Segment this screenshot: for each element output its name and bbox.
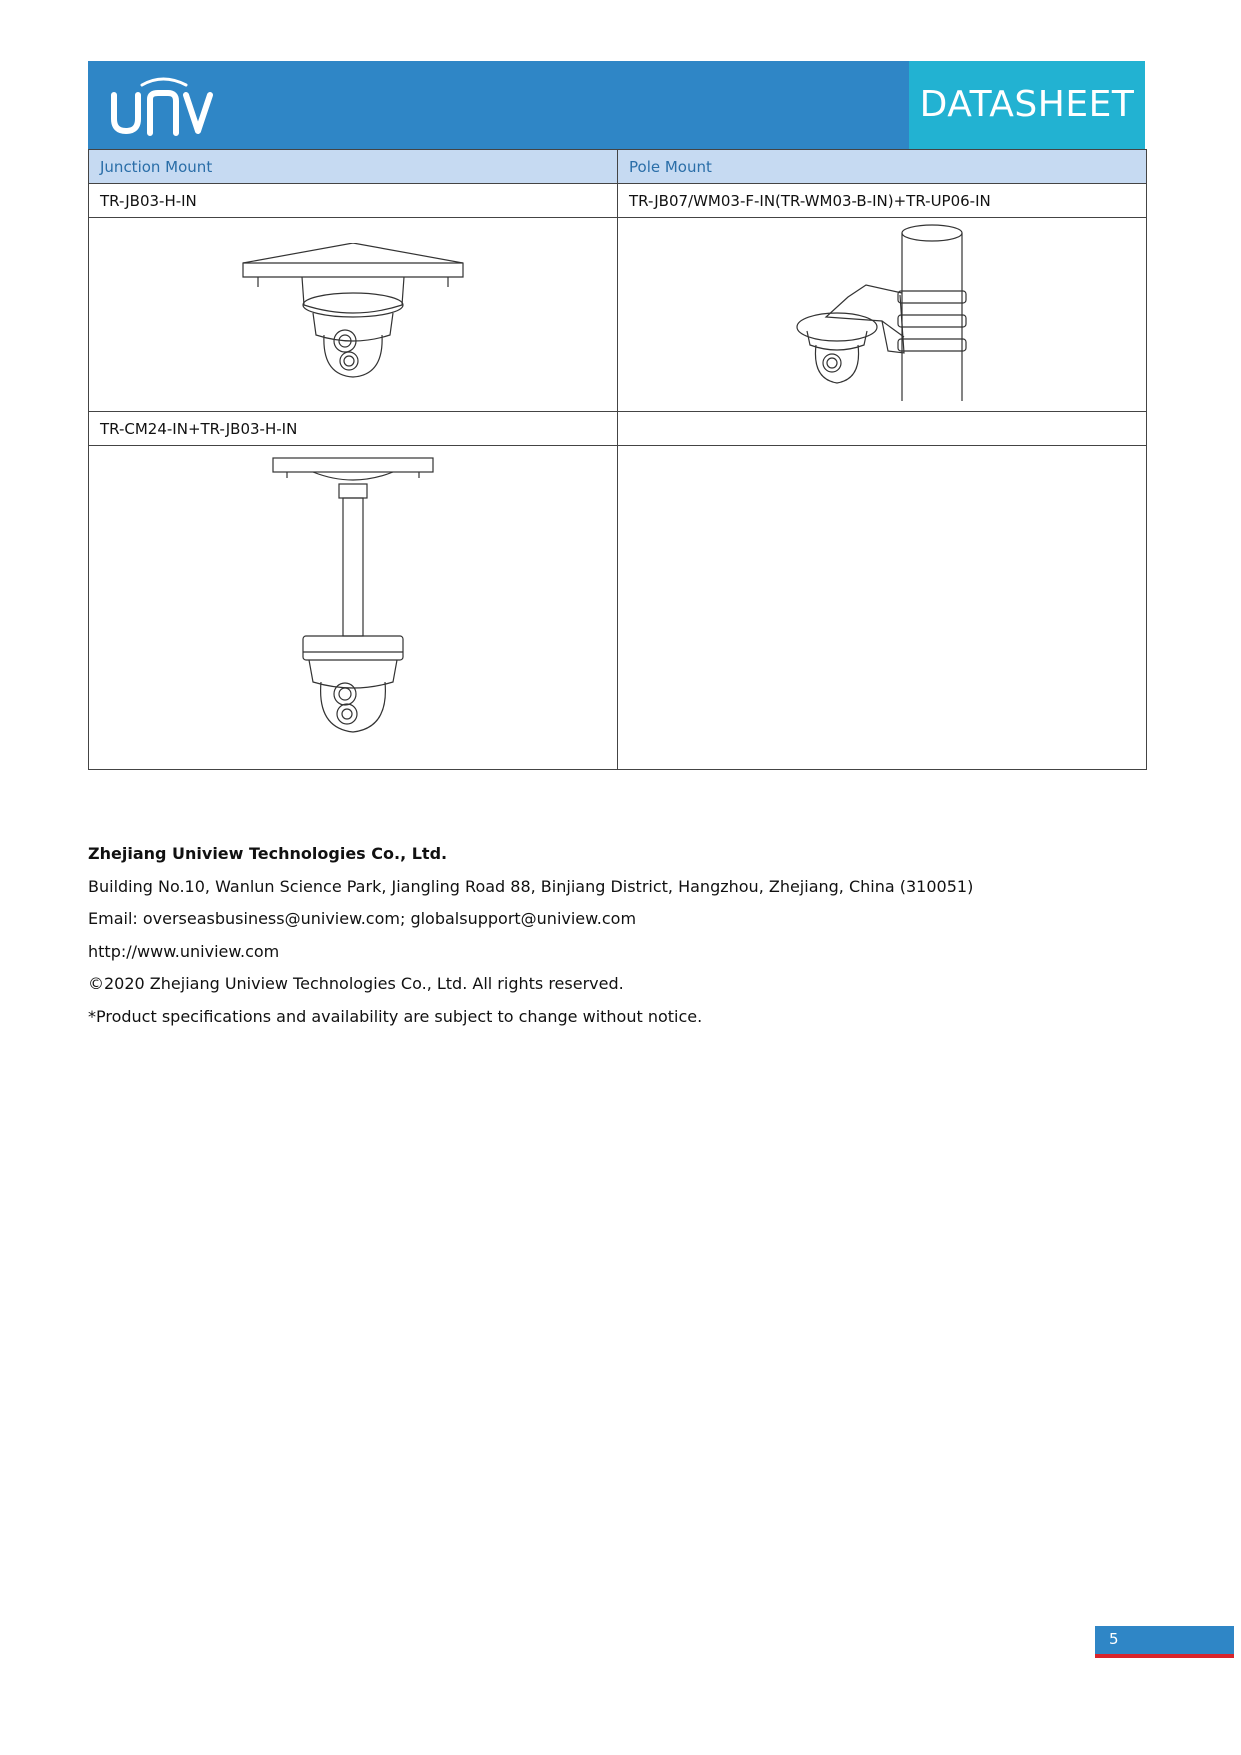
- table-row: [89, 218, 1147, 412]
- camera-on-pole-mount-drawing: [782, 223, 982, 403]
- datasheet-badge: DATASHEET: [909, 61, 1145, 149]
- table-row: [89, 446, 1147, 770]
- table-header-row: [89, 150, 1147, 184]
- header-junction-mount: Junction Mount: [89, 150, 618, 184]
- copyright: ©2020 Zhejiang Uniview Technologies Co., Ltd. All rights reserved.: [88, 974, 624, 993]
- company-address: Building No.10, Wanlun Science Park, Jiangling Road 88, Binjiang District, Hangzhou, Zhejiang, China (310051): [88, 876, 974, 896]
- disclaimer: *Product specifications and availability are subject to change without notice.: [88, 1006, 703, 1026]
- camera-on-pendant-mount-drawing: [263, 456, 443, 756]
- table-row: [89, 412, 1147, 446]
- table-row: [89, 184, 1147, 218]
- camera-on-junction-box-drawing: [238, 243, 468, 383]
- pendant-model: TR-CM24-IN+TR-JB03-H-IN: [89, 412, 618, 446]
- page-number-bar: [1095, 1626, 1234, 1654]
- header-bar: [88, 61, 1145, 149]
- company-website[interactable]: http://www.uniview.com: [88, 941, 280, 961]
- pole-model: TR-JB07/WM03-F-IN(TR-WM03-B-IN)+TR-UP06-IN: [618, 184, 1147, 218]
- junction-image-cell: [89, 218, 618, 412]
- mounts-table: [88, 149, 1147, 770]
- pendant-image-cell: [89, 446, 618, 770]
- contact-footer: [88, 838, 973, 1033]
- page-bar-accent: [1095, 1654, 1234, 1658]
- unv-logo: [106, 75, 216, 137]
- junction-model: TR-JB03-H-IN: [89, 184, 618, 218]
- company-name: Zhejiang Uniview Technologies Co., Ltd.: [88, 844, 448, 863]
- pole-image-cell: [618, 218, 1147, 412]
- company-email[interactable]: Email: overseasbusiness@uniview.com; globalsupport@uniview.com: [88, 909, 637, 928]
- empty-image-cell: [618, 446, 1147, 770]
- empty-cell: [618, 412, 1147, 446]
- header-pole-mount: Pole Mount: [618, 150, 1147, 184]
- page-number: 5: [1109, 1630, 1119, 1648]
